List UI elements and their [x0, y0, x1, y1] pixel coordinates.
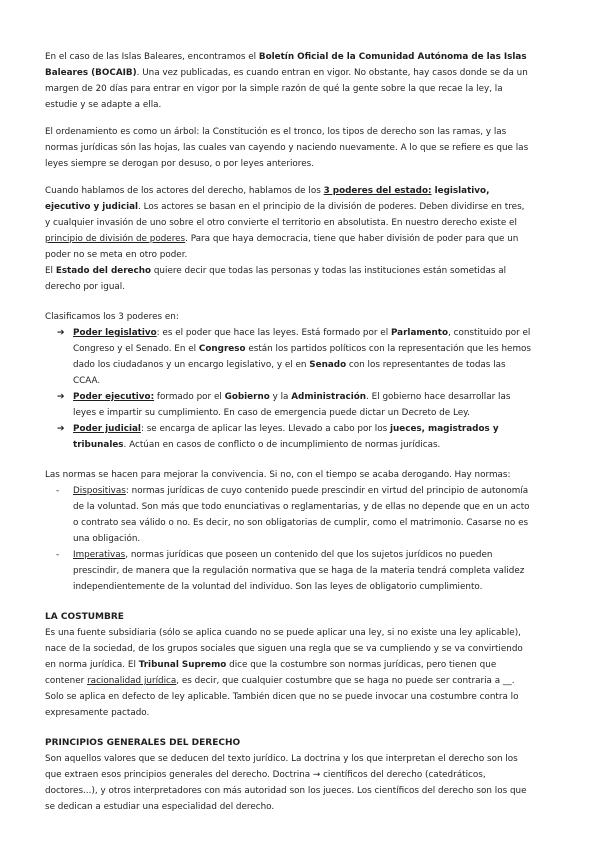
- text: . Una vez publicadas, es cuando entran en vigor. No obstante, hay casos donde se da un margen de 20 días para entrar en vigor por la simple razón de qué la gente sobre la que recae la ley, la estudie y se adapte a ella.: [45, 68, 528, 110]
- list-item-legislativo: ➔ Poder legislativo: es el poder que hace las leyes. Está formado por el Parlamento, constituido por el Congreso y el Senado. En el Congreso están los partidos políticos con la representación que les hemos dado los ciudadanos y un encargo legislativo, y el en Senado con los representantes de todas las CCAA.: [45, 325, 531, 389]
- item-title: Poder ejecutivo:: [73, 392, 155, 402]
- heading-principios: PRINCIPIOS GENERALES DEL DERECHO: [45, 738, 241, 748]
- text: Cuando hablamos de los actores del derecho, hablamos de los: [45, 186, 324, 196]
- normas-list: [45, 483, 531, 595]
- bold-text: Boletín Oficial de la Comunidad Autónoma de las Islas Baleares (BOCAIB): [45, 52, 527, 78]
- underlined-text: racionalidad jurídica: [87, 676, 177, 686]
- text: En el caso de las Islas Baleares, encontramos el: [45, 52, 259, 62]
- dash-bullet: -: [56, 550, 60, 560]
- bold-text: Estado del derecho: [55, 266, 152, 276]
- underlined-text: principio de división de poderes: [45, 234, 186, 244]
- dash-bullet: -: [56, 486, 60, 496]
- list-item-dispositivas: - Dispositivas: normas jurídicas de cuyo contenido puede prescindir en virtud del principio de autonomía de la voluntad. Son más que todo enunciativas o reglamentarias, y de ellas no depende que en un acto o contrato sea válido o no. Es decir, no son obligatorias de cumplir, como el matrimonio. Casarse no es una obligación.: [45, 483, 531, 547]
- paragraph-clasificamos: Clasificamos los 3 poderes en:: [45, 312, 179, 322]
- paragraph-normas: Las normas se hacen para mejorar la convivencia. Si no, con el tiempo se acaba derogando. Hay normas:: [45, 470, 511, 480]
- paragraph-boletin: [45, 49, 531, 113]
- item-title: Poder judicial: [73, 424, 141, 434]
- list-item-ejecutivo: ➔ Poder ejecutivo: formado por el Gobierno y la Administración. El gobierno hace desarrollar las leyes e impartir su cumplimiento. En caso de emergencia puede dictar un Decreto de Ley.: [45, 389, 531, 421]
- list-item-imperativas: - Imperativas, normas jurídicas que poseen un contenido del que los sujetos jurídicos no pueden prescindir, de manera que la regulación normativa que se haga de la materia tendrá completa validez independientemente de la voluntad del individuo. Son las leyes de obligatorio cumplimiento.: [45, 547, 531, 595]
- list-item-judicial: ➔ Poder judicial: se encarga de aplicar las leyes. Llevado a cabo por los jueces, magistrados y tribunales. Actúan en casos de conflicto o de incumplimiento de normas jurídicas.: [45, 421, 531, 453]
- text: . Para que haya democracia, tiene que haber división de poder para que un poder no se meta en otro poder.: [45, 234, 519, 260]
- paragraph-ordenamiento: El ordenamiento es como un árbol: la Constitución es el tronco, los tipos de derecho son las ramas, y las normas jurídicas són las hojas, las cuales van cayendo y naciendo nuevamente. A lo que se refiere es que las leyes siempre se derogan por desuso, o por leyes anteriores.: [45, 127, 529, 169]
- paragraph-estado-derecho: [45, 263, 531, 295]
- text: quiere decir que todas las personas y todas las instituciones están sometidas al derecho por igual.: [45, 266, 507, 292]
- arrow-icon: ➔: [57, 424, 65, 434]
- heading-costumbre: LA COSTUMBRE: [45, 612, 124, 622]
- item-title: Imperativas: [73, 550, 126, 560]
- bold-text: legislativo, ejecutivo y judicial: [45, 186, 490, 212]
- item-title: Poder legislativo: [73, 328, 157, 338]
- document-page: [45, 49, 531, 815]
- paragraph-actores: [45, 183, 531, 263]
- poderes-list: [45, 325, 531, 453]
- item-title: Dispositivas: [73, 486, 126, 496]
- text: El: [45, 266, 56, 276]
- paragraph-costumbre: Es una fuente subsidiaria (sólo se aplica cuando no se puede aplicar una ley, si no existe una ley aplicable), nace de la sociedad, de los grupos sociales que siguen una regla que se va cumpliendo y se va convirtiendo en norma jurídica. El Tribunal Supremo dice que la costumbre son normas jurídicas, pero tienen que contener racionalidad jurídica, es decir, que cualquier costumbre que se haga no puede ser contraria a __. Solo se aplica en defecto de ley aplicable. También dicen que no se puede invocar una costumbre contra lo expresamente pactado.: [45, 628, 523, 718]
- arrow-icon: ➔: [57, 328, 65, 338]
- text: . Los actores se basan en el principio de la división de poderes. Deben dividirse en tres, y cualquier invasión de uno sobre el otro convierte el territorio en absolutista. En nuestro derecho existe el: [45, 202, 525, 228]
- underlined-bold-text: 3 poderes del estado:: [323, 186, 432, 196]
- paragraph-principios: Son aquellos valores que se deducen del texto jurídico. La doctrina y los que interpretan el derecho son los que extraen esos principios generales del derecho. Doctrina → científicos del derecho (catedráticos, doctores...), y otros interpretadores con más autoridad son los jueces. Los científicos del derecho son los que se dedican a estudiar una especialidad del derecho.: [45, 754, 527, 812]
- arrow-icon: ➔: [57, 392, 65, 402]
